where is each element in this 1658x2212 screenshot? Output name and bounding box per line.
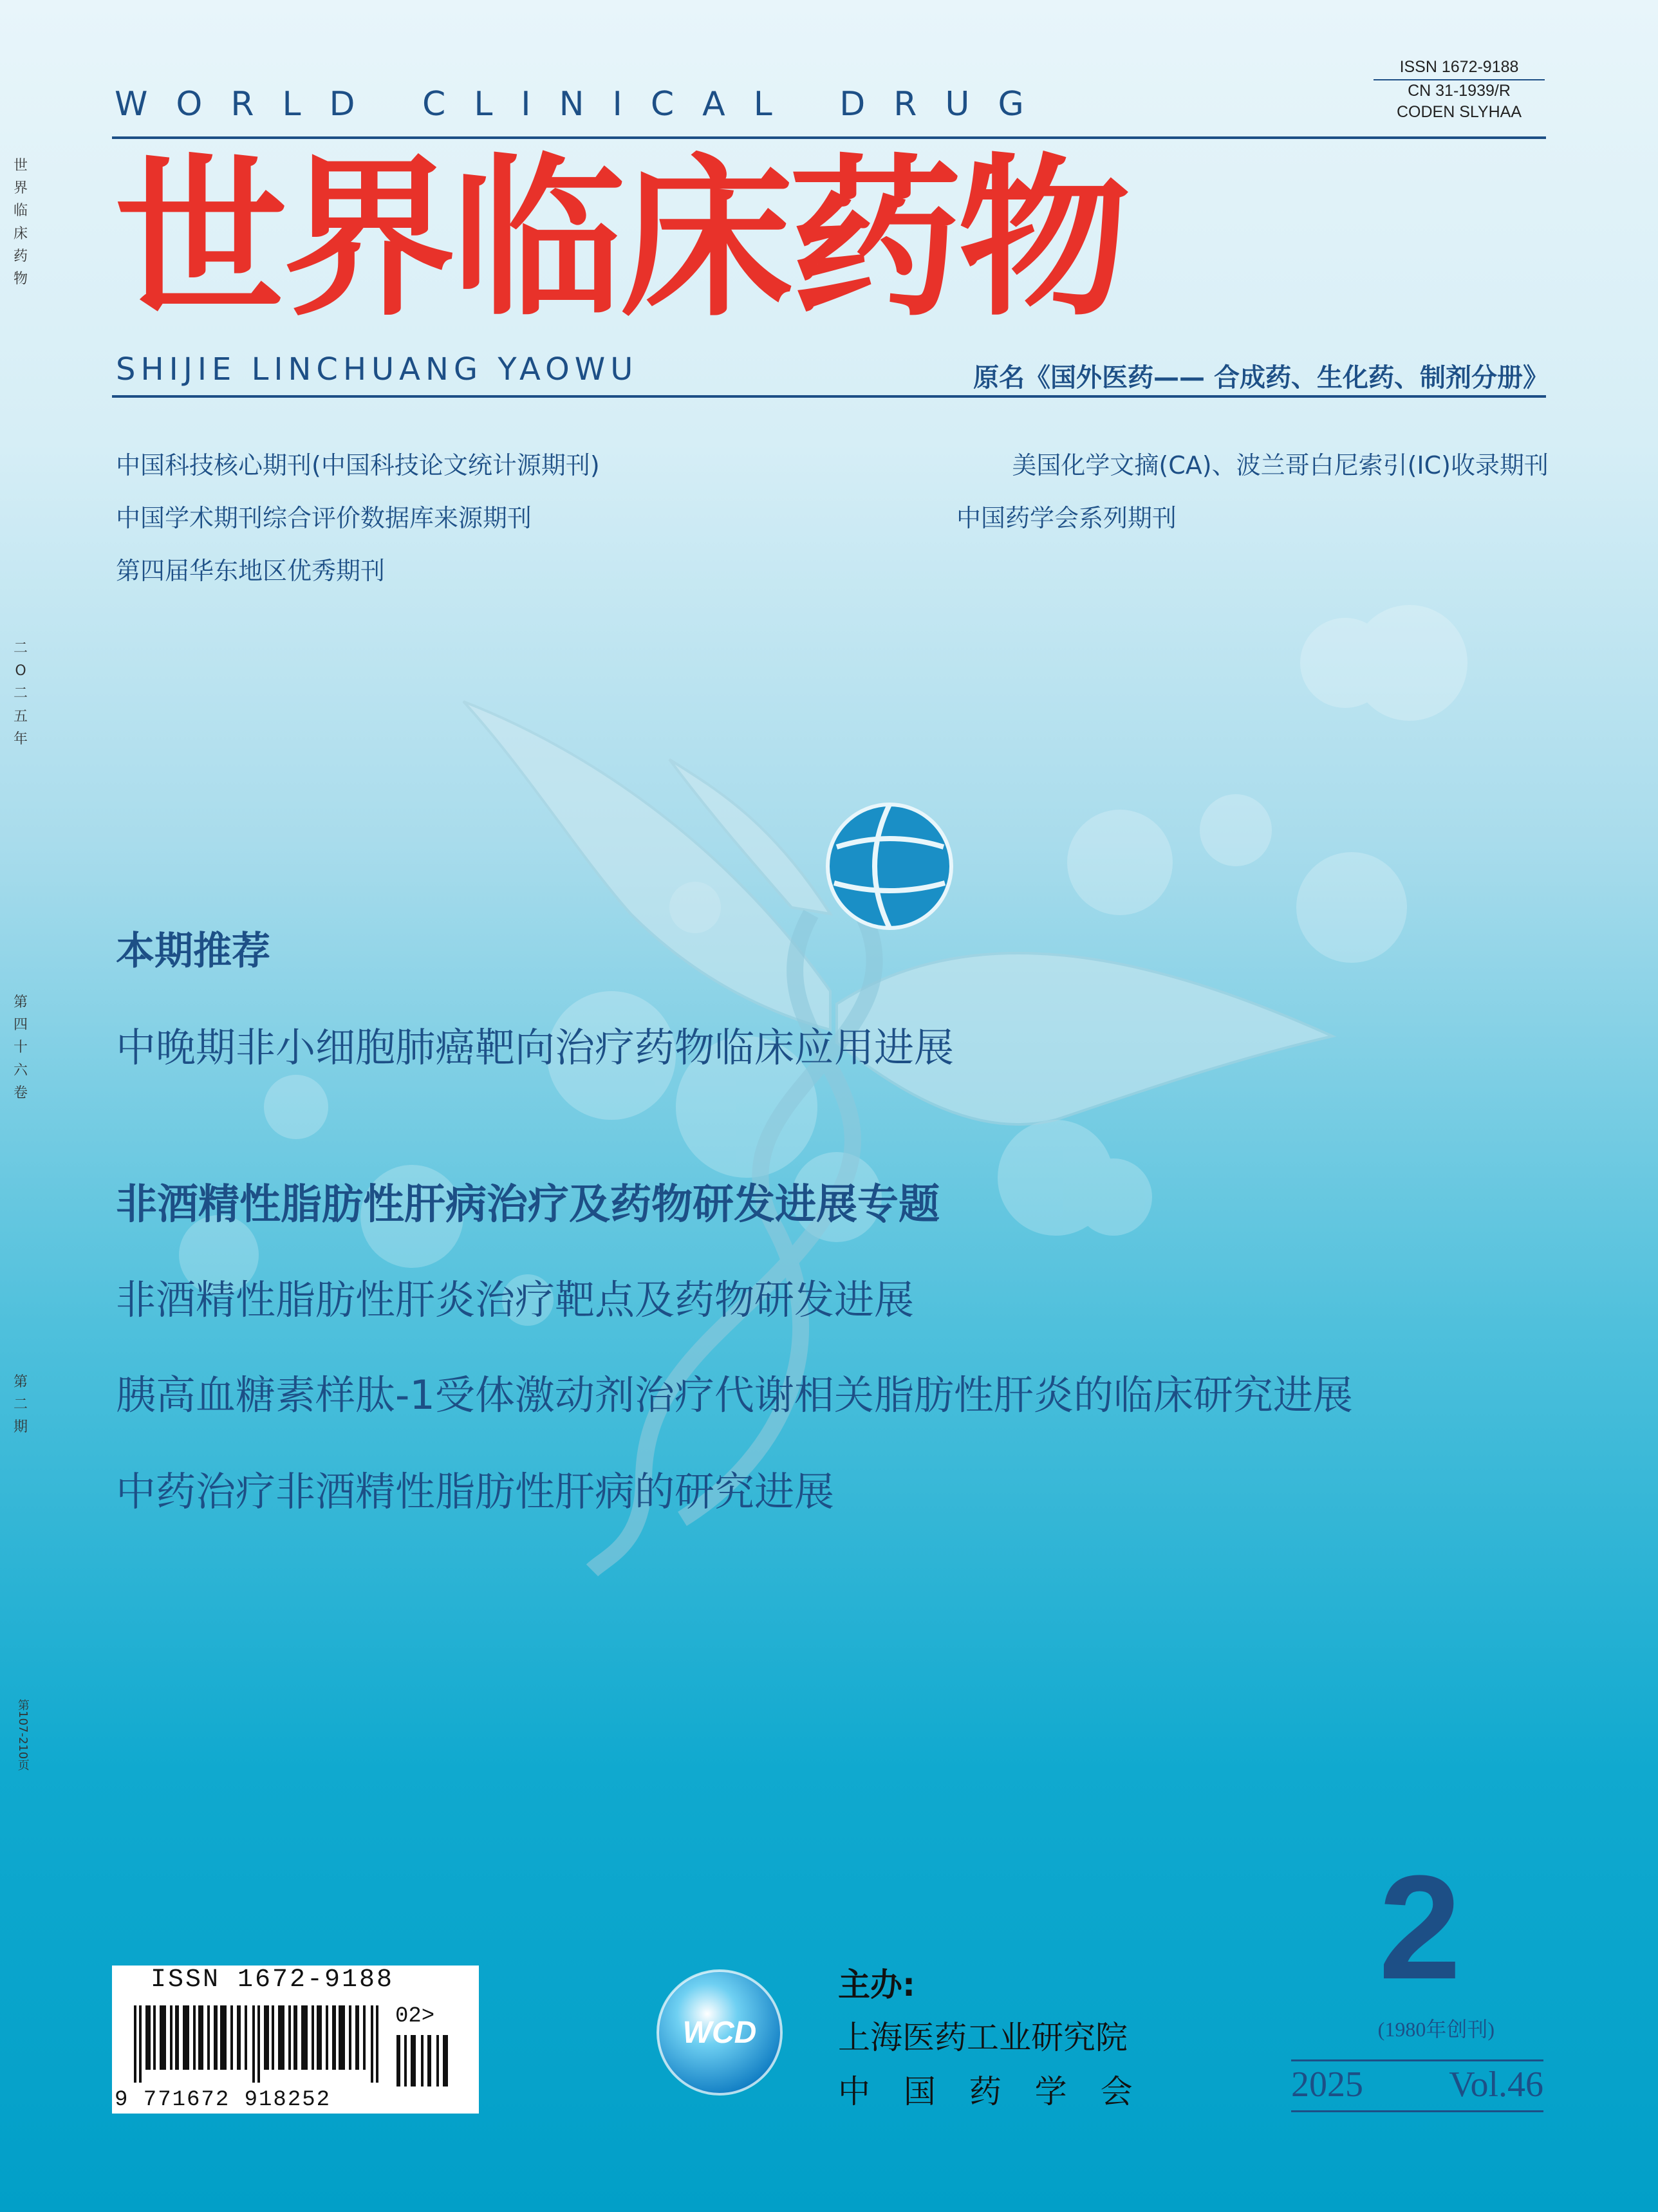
spine-volume	[9, 991, 32, 1104]
coden: CODEN SLYHAA	[1396, 103, 1522, 121]
spine-journal-char: 物	[13, 270, 28, 287]
barcode-bars	[134, 2005, 391, 2083]
spine-issue-char: 二	[13, 1397, 28, 1413]
spine-journal-char: 界	[13, 180, 28, 197]
spine-issue-char: 第	[13, 1374, 28, 1390]
sponsor-org-1: 上海医药工业研究院	[838, 2019, 1128, 2056]
spine-journal-char: 床	[13, 225, 28, 242]
spine-year-char: 二	[13, 640, 28, 656]
special-article-3: 中药治疗非酒精性脂肪性肝病的研究进展	[116, 1468, 835, 1515]
index-left-2: 中国学术期刊综合评价数据库来源期刊	[116, 504, 532, 532]
index-right-2: 中国药学会系列期刊	[956, 504, 1177, 532]
barcode	[112, 1966, 479, 2114]
special-article-1: 非酒精性脂肪性肝炎治疗靶点及药物研发进展	[116, 1276, 915, 1323]
title-rule-bottom	[112, 395, 1546, 398]
spine-volume-char: 十	[13, 1039, 28, 1056]
spine-year-char: 五	[13, 708, 28, 725]
spine-year-char: 二	[13, 685, 28, 702]
spine-year-char: 年	[13, 730, 28, 747]
sponsor-label: 主办:	[838, 1966, 915, 2003]
original-name: 原名《国外医药—— 合成药、生化药、制剂分册》	[973, 363, 1549, 393]
recommend-article: 中晚期非小细胞肺癌靶向治疗药物临床应用进展	[116, 1024, 955, 1071]
spine-year	[9, 637, 32, 750]
pinyin-title: SHIJIE LINCHUANG YAOWU	[116, 351, 638, 387]
sponsor-org-2: 中 国 药 学 会	[838, 2073, 1144, 2110]
spine-issue	[9, 1371, 32, 1439]
spine-journal-char: 临	[13, 203, 28, 219]
index-left-1: 中国科技核心期刊(中国科技论文统计源期刊)	[116, 451, 600, 479]
chinese-title: 世界临床药物	[115, 139, 1126, 340]
logo-text: WCD	[682, 2016, 757, 2050]
english-title: WORLD CLINICAL DRUG	[115, 85, 1052, 124]
spine-journal-char: 世	[13, 158, 28, 174]
spine-pages: 第107-210页	[15, 1699, 30, 1771]
spine-volume-char: 第	[13, 994, 28, 1010]
barcode-addon: 02>	[395, 2004, 435, 2029]
issue-volume: Vol.46	[1449, 2065, 1543, 2105]
spine-year-char: O	[15, 663, 26, 680]
spine-journal-char: 药	[13, 248, 28, 265]
issue-number: 2	[1379, 1845, 1461, 2010]
issue-year: 2025	[1291, 2065, 1363, 2105]
index-left-3: 第四届华东地区优秀期刊	[116, 557, 386, 585]
spine-volume-char: 卷	[13, 1084, 28, 1101]
spine-volume-char: 六	[13, 1062, 28, 1079]
barcode-addon-bars	[395, 2035, 460, 2087]
founded-year: (1980年创刊)	[1377, 2018, 1495, 2041]
index-right-1: 美国化学文摘(CA)、波兰哥白尼索引(IC)收录期刊	[1012, 451, 1549, 479]
cn-number: CN 31-1939/R	[1408, 82, 1511, 100]
barcode-issn: ISSN 1672-9188	[151, 1966, 395, 1994]
special-heading: 非酒精性脂肪性肝病治疗及药物研发进展专题	[116, 1181, 940, 1229]
wcd-logo	[655, 1968, 784, 2097]
recommend-heading: 本期推荐	[116, 929, 270, 974]
issn-number: ISSN 1672-9188	[1374, 57, 1545, 80]
issn-block	[1374, 57, 1545, 123]
spine-volume-char: 四	[13, 1017, 28, 1034]
spine-issue-char: 期	[13, 1419, 28, 1436]
special-article-2: 胰高血糖素样肽-1受体激动剂治疗代谢相关脂肪性肝炎的临床研究进展	[116, 1371, 1353, 1418]
year-volume	[1291, 2059, 1543, 2112]
barcode-number: 9 771672 918252	[115, 2088, 331, 2112]
spine-journal-title	[9, 154, 32, 290]
